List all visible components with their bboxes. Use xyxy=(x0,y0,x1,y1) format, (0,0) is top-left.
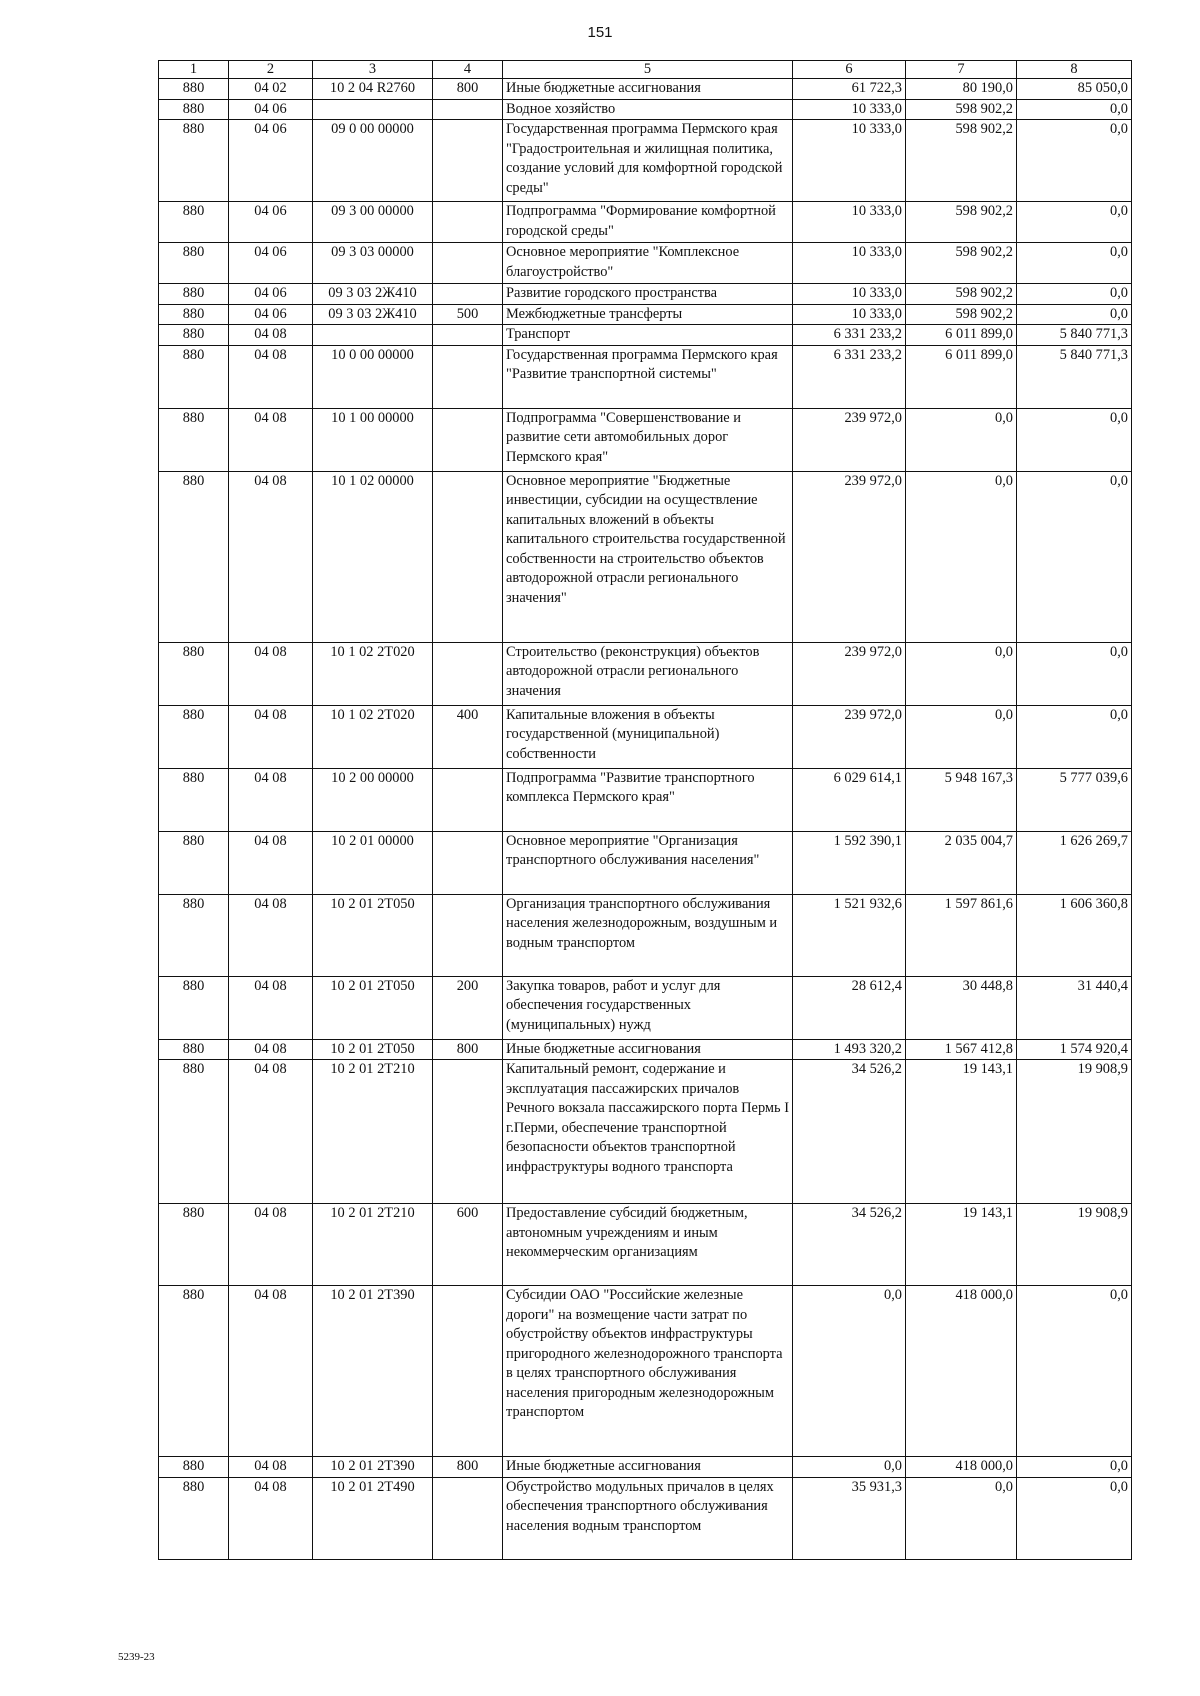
table-row xyxy=(159,243,1132,284)
cell-admin-code: 880 xyxy=(159,831,229,894)
table-row xyxy=(159,79,1132,100)
cell-admin-code: 880 xyxy=(159,1204,229,1286)
cell-admin-code: 880 xyxy=(159,79,229,100)
cell-amount-year1: 239 972,0 xyxy=(793,705,906,768)
cell-section-code: 04 08 xyxy=(229,1457,313,1478)
cell-admin-code: 880 xyxy=(159,408,229,471)
cell-amount-year1: 61 722,3 xyxy=(793,79,906,100)
cell-amount-year3: 0,0 xyxy=(1017,1457,1132,1478)
cell-section-code: 04 08 xyxy=(229,642,313,705)
cell-expense-type xyxy=(433,642,503,705)
cell-admin-code: 880 xyxy=(159,768,229,831)
table-row xyxy=(159,1060,1132,1204)
cell-description: Подпрограмма "Формирование комфортной городской среды" xyxy=(503,202,793,243)
cell-expense-type xyxy=(433,325,503,346)
cell-target-article: 09 3 03 2Ж410 xyxy=(313,304,433,325)
cell-amount-year3: 0,0 xyxy=(1017,284,1132,305)
cell-amount-year1: 1 493 320,2 xyxy=(793,1039,906,1060)
cell-expense-type xyxy=(433,1060,503,1204)
table-row xyxy=(159,471,1132,642)
cell-description: Закупка товаров, работ и услуг для обеспечения государственных (муниципальных) нужд xyxy=(503,976,793,1039)
cell-description: Строительство (реконструкция) объектов автодорожной отрасли регионального значения xyxy=(503,642,793,705)
table-row xyxy=(159,325,1132,346)
cell-amount-year2: 418 000,0 xyxy=(906,1286,1017,1457)
cell-amount-year3: 5 840 771,3 xyxy=(1017,345,1132,408)
page-number: 151 xyxy=(587,24,613,41)
cell-target-article: 10 1 02 2T020 xyxy=(313,705,433,768)
cell-section-code: 04 08 xyxy=(229,1060,313,1204)
cell-admin-code: 880 xyxy=(159,304,229,325)
cell-expense-type: 500 xyxy=(433,304,503,325)
cell-admin-code: 880 xyxy=(159,243,229,284)
cell-section-code: 04 08 xyxy=(229,1286,313,1457)
table-row xyxy=(159,1204,1132,1286)
cell-amount-year1: 10 333,0 xyxy=(793,99,906,120)
table-row xyxy=(159,1477,1132,1559)
cell-amount-year1: 35 931,3 xyxy=(793,1477,906,1559)
cell-description: Иные бюджетные ассигнования xyxy=(503,1039,793,1060)
cell-amount-year1: 10 333,0 xyxy=(793,120,906,202)
table-row xyxy=(159,120,1132,202)
cell-amount-year2: 30 448,8 xyxy=(906,976,1017,1039)
cell-expense-type xyxy=(433,471,503,642)
cell-section-code: 04 08 xyxy=(229,894,313,976)
cell-description: Капитальные вложения в объекты государственной (муниципальной) собственности xyxy=(503,705,793,768)
table-row xyxy=(159,976,1132,1039)
cell-amount-year3: 5 840 771,3 xyxy=(1017,325,1132,346)
cell-admin-code: 880 xyxy=(159,705,229,768)
cell-expense-type: 200 xyxy=(433,976,503,1039)
cell-target-article: 10 2 01 2T050 xyxy=(313,976,433,1039)
cell-section-code: 04 08 xyxy=(229,345,313,408)
cell-target-article xyxy=(313,325,433,346)
cell-amount-year3: 1 606 360,8 xyxy=(1017,894,1132,976)
cell-admin-code: 880 xyxy=(159,1039,229,1060)
cell-expense-type: 800 xyxy=(433,1039,503,1060)
cell-admin-code: 880 xyxy=(159,471,229,642)
table-row xyxy=(159,1286,1132,1457)
cell-target-article: 09 3 03 00000 xyxy=(313,243,433,284)
cell-amount-year3: 31 440,4 xyxy=(1017,976,1132,1039)
cell-amount-year3: 0,0 xyxy=(1017,1477,1132,1559)
cell-description: Основное мероприятие "Бюджетные инвестиции, субсидии на осуществление капитальных вложений в объекты капитального строительства государственной собственности на строительство объектов автодорожной отрасли регионального значения" xyxy=(503,471,793,642)
cell-description: Субсидии ОАО "Российские железные дороги" на возмещение части затрат по обустройству объектов инфраструктуры пригородного железнодорожного транспорта в целях транспортного обслуживания населения пригородным железнодорожным транспортом xyxy=(503,1286,793,1457)
table-row xyxy=(159,304,1132,325)
cell-description: Иные бюджетные ассигнования xyxy=(503,79,793,100)
cell-amount-year3: 85 050,0 xyxy=(1017,79,1132,100)
cell-admin-code: 880 xyxy=(159,1477,229,1559)
cell-admin-code: 880 xyxy=(159,345,229,408)
table-row xyxy=(159,642,1132,705)
cell-amount-year2: 598 902,2 xyxy=(906,304,1017,325)
cell-admin-code: 880 xyxy=(159,284,229,305)
cell-amount-year1: 34 526,2 xyxy=(793,1204,906,1286)
column-header: 1 xyxy=(159,61,229,79)
column-header: 8 xyxy=(1017,61,1132,79)
cell-admin-code: 880 xyxy=(159,99,229,120)
cell-amount-year3: 5 777 039,6 xyxy=(1017,768,1132,831)
cell-admin-code: 880 xyxy=(159,642,229,705)
cell-amount-year2: 1 597 861,6 xyxy=(906,894,1017,976)
cell-description: Развитие городского пространства xyxy=(503,284,793,305)
cell-expense-type xyxy=(433,345,503,408)
cell-expense-type xyxy=(433,99,503,120)
table-row xyxy=(159,894,1132,976)
cell-amount-year3: 0,0 xyxy=(1017,304,1132,325)
cell-expense-type xyxy=(433,894,503,976)
cell-amount-year1: 10 333,0 xyxy=(793,284,906,305)
cell-description: Основное мероприятие "Комплексное благоустройство" xyxy=(503,243,793,284)
cell-target-article: 10 1 02 00000 xyxy=(313,471,433,642)
cell-description: Транспорт xyxy=(503,325,793,346)
cell-description: Подпрограмма "Развитие транспортного комплекса Пермского края" xyxy=(503,768,793,831)
cell-amount-year2: 598 902,2 xyxy=(906,284,1017,305)
cell-target-article: 10 2 01 00000 xyxy=(313,831,433,894)
cell-amount-year3: 0,0 xyxy=(1017,471,1132,642)
table-row xyxy=(159,284,1132,305)
cell-amount-year3: 0,0 xyxy=(1017,99,1132,120)
cell-target-article: 10 2 01 2T490 xyxy=(313,1477,433,1559)
cell-target-article: 09 3 00 00000 xyxy=(313,202,433,243)
cell-expense-type: 800 xyxy=(433,79,503,100)
cell-amount-year1: 0,0 xyxy=(793,1286,906,1457)
cell-amount-year2: 0,0 xyxy=(906,705,1017,768)
cell-target-article xyxy=(313,99,433,120)
table-row xyxy=(159,202,1132,243)
cell-expense-type xyxy=(433,202,503,243)
cell-target-article: 09 3 03 2Ж410 xyxy=(313,284,433,305)
cell-description: Межбюджетные трансферты xyxy=(503,304,793,325)
table-body xyxy=(159,79,1132,1560)
table-row xyxy=(159,705,1132,768)
table-row xyxy=(159,1039,1132,1060)
cell-amount-year3: 0,0 xyxy=(1017,642,1132,705)
cell-admin-code: 880 xyxy=(159,1286,229,1457)
cell-section-code: 04 06 xyxy=(229,304,313,325)
cell-amount-year1: 34 526,2 xyxy=(793,1060,906,1204)
cell-expense-type xyxy=(433,1477,503,1559)
cell-amount-year2: 19 143,1 xyxy=(906,1204,1017,1286)
cell-amount-year2: 0,0 xyxy=(906,471,1017,642)
cell-amount-year3: 0,0 xyxy=(1017,243,1132,284)
cell-amount-year1: 28 612,4 xyxy=(793,976,906,1039)
cell-description: Капитальный ремонт, содержание и эксплуатация пассажирских причалов Речного вокзала пассажирского порта Пермь I г.Перми, обеспечение транспортной безопасности объектов транспортной инфраструктуры водного транспорта xyxy=(503,1060,793,1204)
cell-admin-code: 880 xyxy=(159,120,229,202)
cell-amount-year2: 5 948 167,3 xyxy=(906,768,1017,831)
table-row xyxy=(159,345,1132,408)
table-header-row xyxy=(159,61,1132,79)
document-code: 5239-23 xyxy=(118,1651,155,1663)
table-row xyxy=(159,831,1132,894)
cell-section-code: 04 06 xyxy=(229,202,313,243)
cell-expense-type: 400 xyxy=(433,705,503,768)
column-header: 7 xyxy=(906,61,1017,79)
cell-amount-year1: 10 333,0 xyxy=(793,243,906,284)
cell-target-article: 09 0 00 00000 xyxy=(313,120,433,202)
column-header: 4 xyxy=(433,61,503,79)
cell-expense-type xyxy=(433,284,503,305)
cell-amount-year2: 19 143,1 xyxy=(906,1060,1017,1204)
cell-amount-year2: 598 902,2 xyxy=(906,120,1017,202)
cell-admin-code: 880 xyxy=(159,976,229,1039)
cell-amount-year2: 598 902,2 xyxy=(906,99,1017,120)
cell-target-article: 10 2 04 R2760 xyxy=(313,79,433,100)
table-row xyxy=(159,408,1132,471)
cell-description: Обустройство модульных причалов в целях обеспечения транспортного обслуживания населения водным транспортом xyxy=(503,1477,793,1559)
cell-amount-year1: 239 972,0 xyxy=(793,642,906,705)
cell-description: Водное хозяйство xyxy=(503,99,793,120)
cell-amount-year2: 598 902,2 xyxy=(906,243,1017,284)
cell-amount-year1: 6 029 614,1 xyxy=(793,768,906,831)
cell-section-code: 04 08 xyxy=(229,1477,313,1559)
cell-section-code: 04 06 xyxy=(229,99,313,120)
cell-admin-code: 880 xyxy=(159,894,229,976)
cell-amount-year1: 0,0 xyxy=(793,1457,906,1478)
cell-target-article: 10 2 01 2T050 xyxy=(313,1039,433,1060)
column-header: 3 xyxy=(313,61,433,79)
cell-section-code: 04 06 xyxy=(229,120,313,202)
cell-section-code: 04 08 xyxy=(229,705,313,768)
cell-admin-code: 880 xyxy=(159,325,229,346)
cell-amount-year3: 1 626 269,7 xyxy=(1017,831,1132,894)
cell-amount-year3: 1 574 920,4 xyxy=(1017,1039,1132,1060)
cell-amount-year3: 19 908,9 xyxy=(1017,1060,1132,1204)
cell-description: Предоставление субсидий бюджетным, автономным учреждениям и иным некоммерческим организациям xyxy=(503,1204,793,1286)
cell-amount-year2: 6 011 899,0 xyxy=(906,325,1017,346)
budget-table xyxy=(158,60,1132,1560)
cell-section-code: 04 08 xyxy=(229,831,313,894)
cell-amount-year2: 0,0 xyxy=(906,642,1017,705)
cell-expense-type xyxy=(433,243,503,284)
cell-amount-year1: 6 331 233,2 xyxy=(793,325,906,346)
cell-expense-type: 600 xyxy=(433,1204,503,1286)
cell-section-code: 04 08 xyxy=(229,471,313,642)
cell-admin-code: 880 xyxy=(159,202,229,243)
cell-amount-year3: 0,0 xyxy=(1017,202,1132,243)
cell-amount-year1: 10 333,0 xyxy=(793,202,906,243)
cell-amount-year2: 80 190,0 xyxy=(906,79,1017,100)
column-header: 5 xyxy=(503,61,793,79)
cell-amount-year1: 239 972,0 xyxy=(793,471,906,642)
cell-target-article: 10 0 00 00000 xyxy=(313,345,433,408)
column-header: 6 xyxy=(793,61,906,79)
cell-section-code: 04 08 xyxy=(229,1204,313,1286)
cell-target-article: 10 2 01 2T390 xyxy=(313,1286,433,1457)
column-header: 2 xyxy=(229,61,313,79)
cell-target-article: 10 2 01 2T210 xyxy=(313,1060,433,1204)
cell-amount-year2: 6 011 899,0 xyxy=(906,345,1017,408)
cell-section-code: 04 06 xyxy=(229,284,313,305)
cell-amount-year2: 2 035 004,7 xyxy=(906,831,1017,894)
cell-section-code: 04 08 xyxy=(229,408,313,471)
cell-description: Государственная программа Пермского края "Градостроительная и жилищная политика, создание условий для комфортной городской среды" xyxy=(503,120,793,202)
cell-target-article: 10 2 00 00000 xyxy=(313,768,433,831)
cell-description: Иные бюджетные ассигнования xyxy=(503,1457,793,1478)
cell-section-code: 04 08 xyxy=(229,768,313,831)
cell-amount-year1: 239 972,0 xyxy=(793,408,906,471)
cell-expense-type xyxy=(433,120,503,202)
cell-target-article: 10 1 00 00000 xyxy=(313,408,433,471)
cell-amount-year2: 0,0 xyxy=(906,1477,1017,1559)
cell-target-article: 10 2 01 2T390 xyxy=(313,1457,433,1478)
cell-amount-year1: 6 331 233,2 xyxy=(793,345,906,408)
cell-amount-year2: 0,0 xyxy=(906,408,1017,471)
cell-amount-year1: 1 521 932,6 xyxy=(793,894,906,976)
cell-section-code: 04 06 xyxy=(229,243,313,284)
cell-description: Организация транспортного обслуживания населения железнодорожным, воздушным и водным транспортом xyxy=(503,894,793,976)
cell-description: Подпрограмма "Совершенствование и развитие сети автомобильных дорог Пермского края" xyxy=(503,408,793,471)
table-row xyxy=(159,1457,1132,1478)
cell-expense-type xyxy=(433,831,503,894)
cell-expense-type xyxy=(433,768,503,831)
cell-expense-type: 800 xyxy=(433,1457,503,1478)
table-row xyxy=(159,768,1132,831)
cell-admin-code: 880 xyxy=(159,1060,229,1204)
cell-target-article: 10 2 01 2T210 xyxy=(313,1204,433,1286)
cell-admin-code: 880 xyxy=(159,1457,229,1478)
cell-expense-type xyxy=(433,1286,503,1457)
cell-amount-year3: 0,0 xyxy=(1017,408,1132,471)
table-row xyxy=(159,99,1132,120)
cell-section-code: 04 08 xyxy=(229,325,313,346)
cell-amount-year3: 0,0 xyxy=(1017,120,1132,202)
cell-amount-year3: 19 908,9 xyxy=(1017,1204,1132,1286)
cell-amount-year3: 0,0 xyxy=(1017,705,1132,768)
cell-target-article: 10 1 02 2T020 xyxy=(313,642,433,705)
cell-description: Государственная программа Пермского края "Развитие транспортной системы" xyxy=(503,345,793,408)
cell-amount-year3: 0,0 xyxy=(1017,1286,1132,1457)
cell-section-code: 04 02 xyxy=(229,79,313,100)
cell-expense-type xyxy=(433,408,503,471)
cell-amount-year1: 1 592 390,1 xyxy=(793,831,906,894)
cell-amount-year2: 418 000,0 xyxy=(906,1457,1017,1478)
cell-amount-year2: 598 902,2 xyxy=(906,202,1017,243)
cell-target-article: 10 2 01 2T050 xyxy=(313,894,433,976)
cell-section-code: 04 08 xyxy=(229,1039,313,1060)
cell-description: Основное мероприятие "Организация транспортного обслуживания населения" xyxy=(503,831,793,894)
cell-section-code: 04 08 xyxy=(229,976,313,1039)
cell-amount-year1: 10 333,0 xyxy=(793,304,906,325)
cell-amount-year2: 1 567 412,8 xyxy=(906,1039,1017,1060)
